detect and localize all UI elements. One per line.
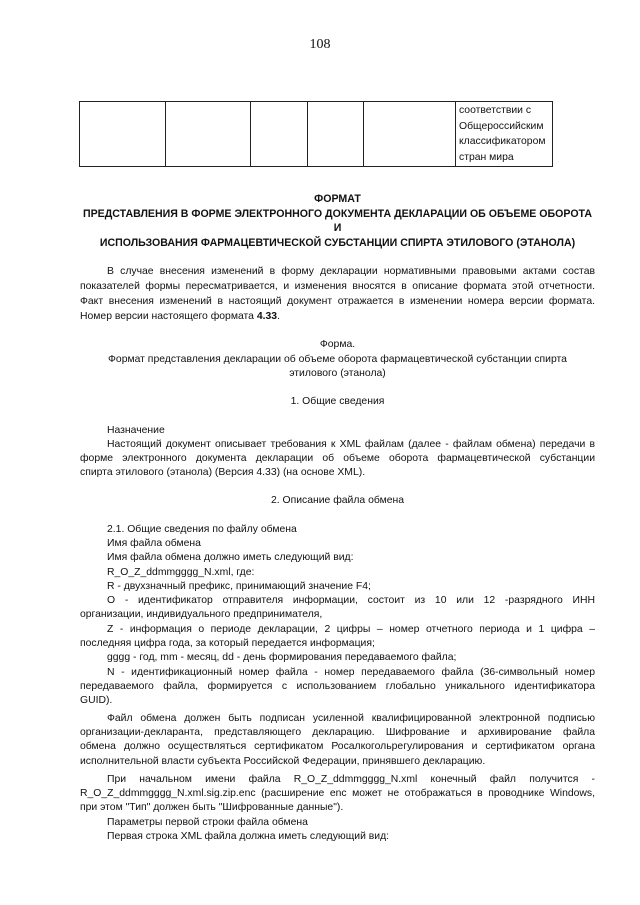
purpose-line: спирта этилового (этанола) (Версия 4.33) (на основе XML).	[80, 467, 366, 478]
intro-version-line	[80, 310, 595, 325]
format-title-line: ФОРМАТ	[314, 193, 361, 205]
cell-line: стран мира	[459, 151, 514, 163]
table-cell	[251, 102, 308, 167]
page-number: 108	[309, 37, 331, 52]
format-title-line: ПРЕДСТАВЛЕНИЯ В ФОРМЕ ЭЛЕКТРОННОГО ДОКУМЕНТА ДЕКЛАРАЦИИ ОБ ОБЪЕМЕ ОБОРОТА И	[82, 207, 593, 235]
form-heading-line: Форма.	[319, 339, 356, 350]
first-line-rule: Первая строка XML файла должна иметь следующий вид:	[107, 831, 390, 842]
o-description: организации, индивидуального предпринимателя,	[80, 609, 323, 620]
r-description: R - двухзначный префикс, принимающий значение F4;	[107, 581, 371, 592]
params-label: Параметры первой строки файла обмена	[107, 817, 308, 828]
table-cell-country-classifier	[456, 102, 553, 167]
subsection-2-1: 2.1. Общие сведения по файлу обмена	[107, 524, 297, 535]
n-description: GUID).	[80, 695, 113, 706]
purpose-line: Настоящий документ описывает требования к XML файлам (далее - файлам обмена) передачи в	[107, 439, 595, 450]
intro-line: Факт внесения изменений в настоящий документ отражается в изменении номера версии формата.	[80, 296, 595, 307]
purpose-label: Назначение	[107, 425, 165, 436]
table-row	[80, 102, 553, 167]
n-description: передаваемого файла, формируется с использованием глобально уникального идентификатора	[80, 681, 595, 692]
format-title-line: ИСПОЛЬЗОВАНИЯ ФАРМАЦЕВТИЧЕСКОЙ СУБСТАНЦИИ СПИРТА ЭТИЛОВОГО (ЭТАНОЛА)	[99, 236, 576, 249]
intro-line: показателей формы пересматривается, и изменения вносятся в описание формата этой отчетности.	[80, 281, 595, 292]
table-cell	[166, 102, 251, 167]
table-cell	[364, 102, 456, 167]
section-2-title: 2. Описание файла обмена	[270, 495, 405, 506]
final-file-paragraph: При начальном имени файла R_O_Z_ddmmgggg_N.xml конечный файл получится -	[107, 774, 595, 785]
file-name-pattern: R_O_Z_ddmmgggg_N.xml, где:	[107, 567, 255, 578]
signature-paragraph: Файл обмена должен быть подписан усиленной квалифицированной электронной подписью	[107, 713, 595, 724]
z-description: Z - информация о периоде декларации, 2 цифры – номер отчетного периода и 1 цифра –	[107, 624, 595, 635]
signature-paragraph: организации-декларанта, представляющего декларацию. Шифрование и архивирование файла	[80, 727, 595, 738]
form-heading-line: Формат представления декларации об объеме оборота фармацевтической субстанции спирта	[108, 353, 567, 365]
cell-line: классификатором	[459, 136, 546, 147]
cell-line: соответствии с	[459, 105, 532, 116]
n-description: N - идентификационный номер файла - номер передаваемого файла (36-символьный номер	[107, 667, 595, 678]
final-file-paragraph: R_O_Z_ddmmgggg_N.xml.sig.zip.enc (расширение enc может не отображаться в проводнике Windows,	[80, 788, 595, 799]
format-title	[80, 192, 595, 250]
cell-line: Общероссийским	[459, 120, 544, 132]
intro-line: В случае внесения изменений в форму декларации нормативными правовыми актами состав	[107, 266, 595, 277]
table-cell	[308, 102, 364, 167]
signature-paragraph: обмена должно осуществляться сертификатом Росалкогольрегулирования и сертификатом органа	[80, 741, 595, 752]
version-suffix: .	[277, 311, 280, 322]
z-description: последняя цифра года, за который передается информация;	[80, 638, 375, 649]
section-1-title: 1. Общие сведения	[290, 396, 385, 407]
date-description: gggg - год, mm - месяц, dd - день формирования передаваемого файла;	[107, 652, 457, 663]
file-name-rule: Имя файла обмена должно иметь следующий вид:	[107, 552, 354, 563]
form-heading-line: этилового (этанола)	[289, 368, 386, 380]
final-file-paragraph: при этом "Тип" должен быть "Шифрованные данные").	[80, 802, 344, 813]
form-heading	[80, 338, 595, 382]
version-text: Номер версии настоящего формата	[80, 311, 257, 322]
purpose-line: форме электронного документа декларации об объеме оборота фармацевтической субстанции	[80, 453, 595, 464]
o-description: О - идентификатор отправителя информации, состоит из 10 или 12 -разрядного ИНН	[107, 595, 595, 606]
file-name-label: Имя файла обмена	[107, 538, 201, 549]
continued-table	[79, 101, 553, 167]
table-cell	[80, 102, 166, 167]
version-number: 4.33	[256, 311, 278, 322]
signature-paragraph: исполнительной власти субъекта Российской Федерации, принявшего декларацию.	[80, 756, 486, 767]
